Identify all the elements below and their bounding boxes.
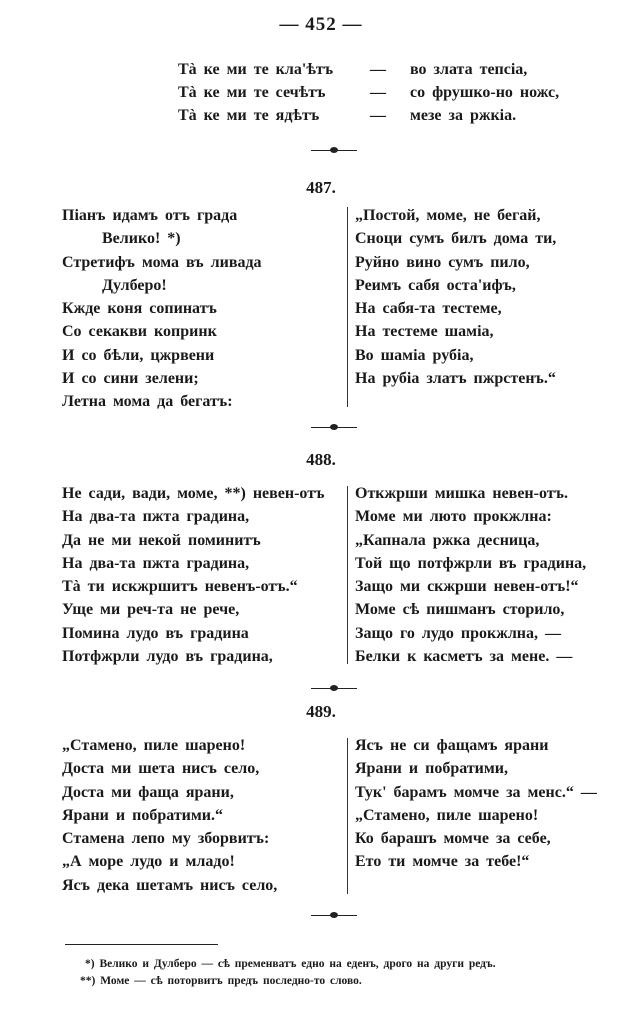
- verse-line: На сабя-та тестеме,: [355, 300, 502, 318]
- verse-line: Велико! *): [102, 230, 181, 248]
- verse-line: И со сини зелени;: [62, 370, 199, 388]
- column-divider: [347, 207, 348, 407]
- verse-line: Моме сѣ пишманъ сторило,: [355, 601, 565, 619]
- verse-line: Ярани и побратими,: [355, 760, 509, 778]
- stanza-dash: —: [370, 61, 386, 78]
- verse-line: Ярани и побратими.“: [62, 806, 224, 824]
- verse-line: Ко барашъ момче за себе,: [355, 830, 551, 848]
- verse-line: Не сади, вади, моме, **) невен-отъ: [62, 485, 325, 502]
- verse-line: Доста ми шета нисъ село,: [62, 760, 260, 778]
- footnote: *) Велико и Дулберо — сѣ пременватъ едно на еденъ, дрого на други редъ.: [85, 958, 496, 970]
- song-489-right-column: [355, 734, 597, 874]
- verse-line: Откжрши мишка невен-отъ.: [355, 485, 568, 502]
- verse-line: Защо ми скжрши невен-отъ!“: [355, 578, 579, 596]
- verse-line: Доста ми фаща ярани,: [62, 783, 234, 801]
- opening-stanza: [178, 58, 559, 127]
- verse-line: На два-та пжта градина,: [62, 554, 250, 572]
- verse-line: Той що потфжрли въ градина,: [355, 554, 587, 572]
- verse-line: Ето ти момче за тебе!“: [355, 853, 530, 871]
- verse-line: Стретифъ мома въ ливада: [62, 253, 262, 271]
- song-number: 487.: [306, 178, 336, 197]
- stanza-line-first-half: Tà ке ми те кла'ѣтъ: [178, 61, 334, 78]
- song-number: 489.: [306, 702, 336, 721]
- verse-line: „Стамено, пиле шарено!: [62, 737, 246, 754]
- verse-line: На тестеме шаміа,: [355, 323, 494, 341]
- verse-line: Белки к касметъ за мене. —: [355, 648, 573, 666]
- stanza-dash: —: [370, 107, 386, 124]
- verse-line: Моме ми люто прокжлна:: [355, 508, 552, 526]
- verse-line: Летна мома да бегатъ:: [62, 393, 233, 411]
- verse-line: Ясъ не си фащамъ ярани: [355, 737, 549, 754]
- verse-line: Потфжрли лудо въ градина,: [62, 648, 273, 666]
- ornament-divider: [311, 685, 357, 691]
- stanza-dash: —: [370, 84, 386, 101]
- stanza-line-second-half: со фрушко-но ножс,: [410, 84, 560, 101]
- song-487-right-column: [355, 204, 556, 390]
- verse-line: Со секакви копринк: [62, 323, 217, 341]
- verse-line: Руйно вино сумъ пило,: [355, 253, 530, 271]
- ornament-divider: [311, 912, 357, 918]
- verse-line: Реимъ сабя оста'ифъ,: [355, 276, 516, 294]
- verse-line: Да не ми некой поминитъ: [62, 531, 261, 549]
- verse-line: Ясъ дека шетамъ нисъ село,: [62, 876, 278, 894]
- stanza-line-second-half: во злата тепсіа,: [410, 61, 528, 78]
- stanza-line-first-half: Tà ке ми те ядѣтъ: [178, 107, 320, 124]
- verse-line: Уще ми реч-та не рече,: [62, 601, 240, 619]
- column-divider: [347, 486, 348, 664]
- stanza-line-second-half: мезе за ржкіа.: [410, 107, 517, 124]
- footnote-rule: [65, 944, 218, 945]
- verse-line: Tà ти искжршитъ невенъ-отъ.“: [62, 578, 298, 596]
- verse-line: Во шаміа рубіа,: [355, 346, 474, 364]
- verse-line: Дулберо!: [102, 276, 167, 294]
- verse-line: Защо го лудо прокжлна, —: [355, 624, 562, 642]
- stanza-line-first-half: Tà ке ми те сечѣтъ: [178, 84, 326, 101]
- stanza-line: [178, 104, 559, 127]
- verse-line: „Стамено, пиле шарено!: [355, 806, 539, 824]
- verse-line: „Капнала ржка десница,: [355, 531, 540, 549]
- song-number: 488.: [306, 450, 336, 469]
- song-488-right-column: [355, 482, 586, 668]
- column-divider: [347, 738, 348, 894]
- verse-line: Сноци сумъ билъ дома ти,: [355, 230, 557, 248]
- verse-line: Помина лудо въ градина: [62, 624, 249, 642]
- page-number: — 452 —: [279, 14, 363, 35]
- song-487-left-column: [62, 204, 262, 414]
- verse-line: „А море лудо и младо!: [62, 853, 235, 871]
- footnote: **) Моме — сѣ потoрвитъ предъ последно-то слово.: [80, 975, 362, 987]
- verse-line: Піанъ идамъ отъ града: [62, 207, 238, 224]
- song-489-left-column: [62, 734, 277, 897]
- verse-line: На два-та пжта градина,: [62, 508, 250, 526]
- ornament-divider: [311, 147, 357, 153]
- verse-line: „Постой, моме, не бегай,: [355, 207, 541, 224]
- stanza-line: [178, 81, 559, 104]
- ornament-divider: [311, 424, 357, 430]
- verse-line: Тук' барамъ момче за менс.“ —: [355, 783, 597, 801]
- stanza-line: [178, 58, 559, 81]
- verse-line: Стамена лепо му зборвитъ:: [62, 830, 270, 848]
- song-488-left-column: [62, 482, 324, 668]
- verse-line: На рубіа златъ пжрстенъ.“: [355, 370, 556, 388]
- verse-line: И со бѣли, цжрвени: [62, 346, 215, 364]
- verse-line: Кжде коня сопинатъ: [62, 300, 217, 318]
